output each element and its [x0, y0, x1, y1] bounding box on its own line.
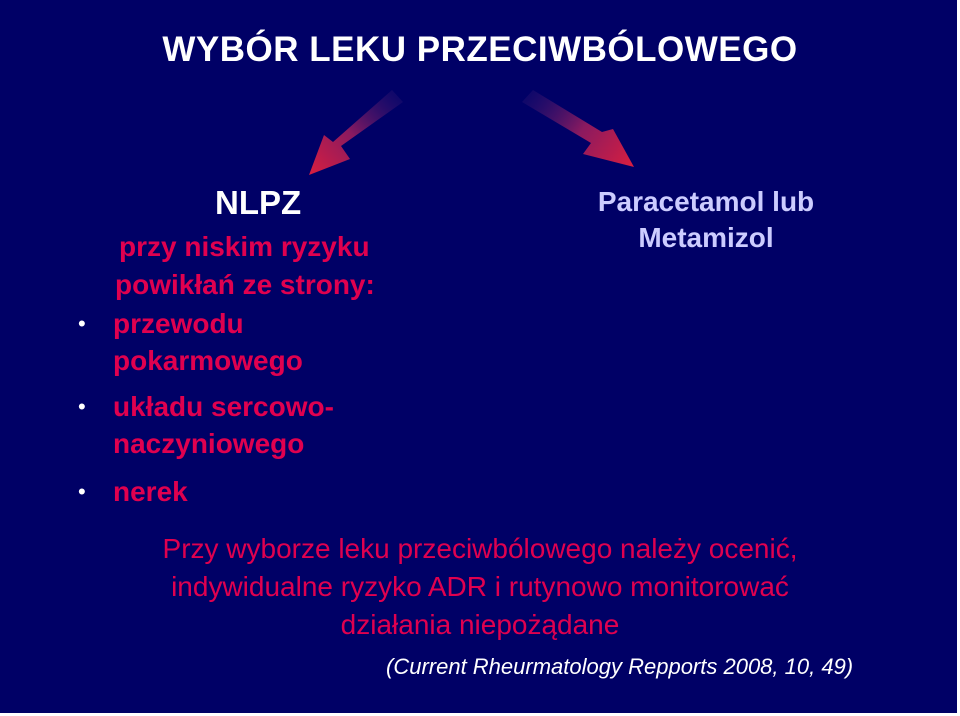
arrow-left-shape: [309, 90, 403, 175]
arrow-right-shape: [522, 90, 634, 167]
bullet-icon: •: [78, 479, 86, 504]
note-line-1: Przy wyborze leku przeciwbólowego należy ocenić,: [162, 533, 798, 564]
intro-line-1: przy niskim ryzyku: [119, 231, 370, 262]
alternative-line-1: Paracetamol lub: [597, 186, 815, 217]
alternative-drugs: [566, 184, 846, 256]
item-3-line-1: nerek: [113, 476, 188, 507]
slide-title: WYBÓR LEKU PRZECIWBÓLOWEGO: [162, 30, 798, 69]
item-2-line-1: układu sercowo-: [113, 391, 334, 422]
bullet-icon: •: [78, 394, 86, 419]
recommendation-note: [0, 530, 957, 644]
alternative-line-2: Metamizol: [638, 222, 774, 253]
citation: (Current Rheurmatology Repports 2008, 10, 49): [386, 654, 854, 679]
nlpz-heading: NLPZ: [215, 184, 302, 221]
note-line-3: działania niepożądane: [340, 609, 620, 640]
item-1-line-2: pokarmowego: [113, 345, 303, 376]
item-1-line-1: przewodu: [113, 308, 244, 339]
intro-line-2: powikłań ze strony:: [115, 269, 375, 300]
note-line-2: indywidualne ryzyko ADR i rutynowo monitorować: [171, 571, 789, 602]
bullet-icon: •: [78, 311, 86, 336]
item-2-line-2: naczyniowego: [113, 428, 305, 459]
